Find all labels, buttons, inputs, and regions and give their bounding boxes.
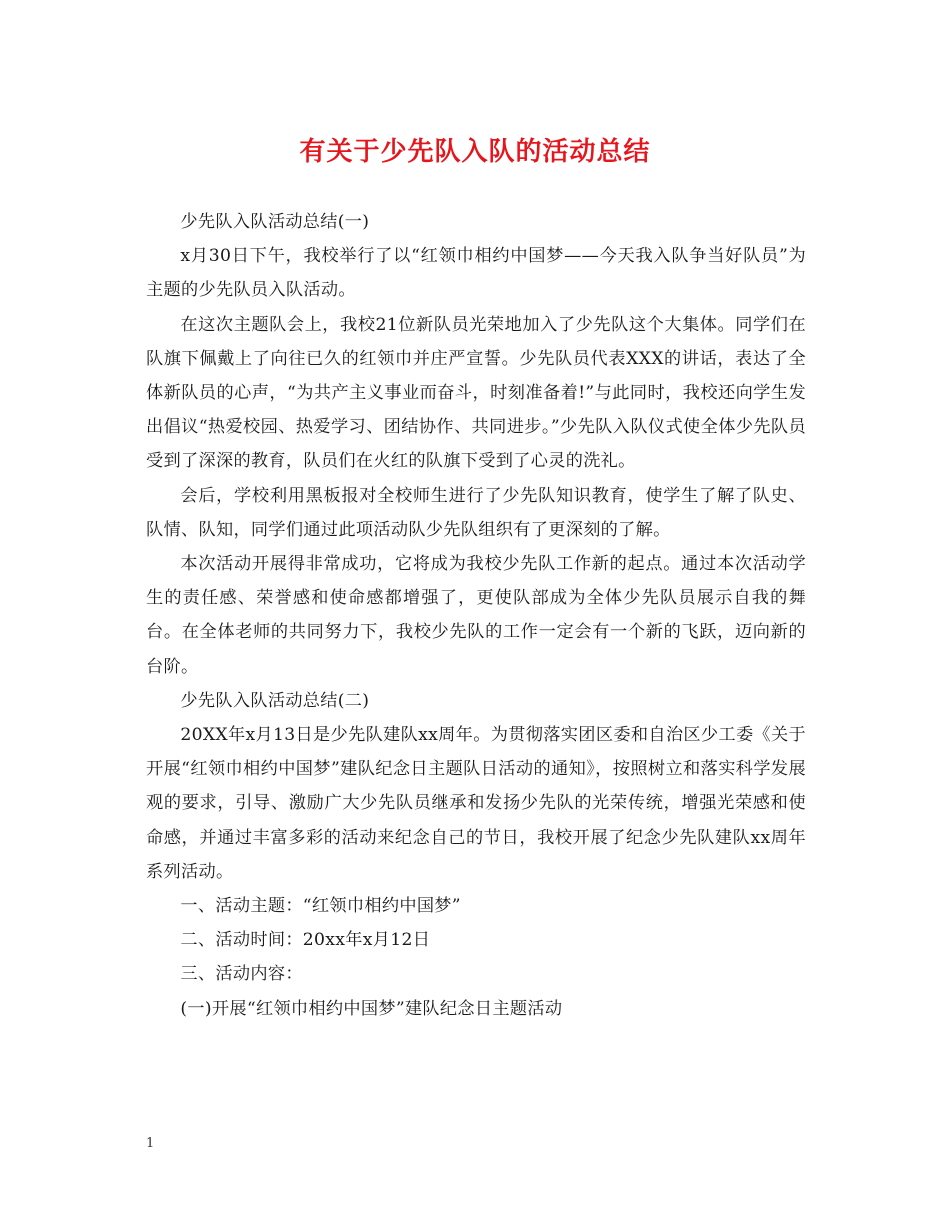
paragraph: 在这次主题队会上，我校21位新队员光荣地加入了少先队这个大集体。同学们在队旗下佩戴上了向往已久的红领巾并庄严宣誓。少先队员代表XXX的讲话，表达了全体新队员的心声，“为共产主义事业而奋斗，时刻准备着!”与此同时，我校还向学生发出倡议“热爱校园、热爱学习、团结协作、共同进步。”少先队入队仪式使全体少先队员受到了深深的教育，队员们在火红的队旗下受到了心灵的洗礼。 xyxy=(146,314,806,472)
paragraph: 会后，学校利用黑板报对全校师生进行了少先队知识教育，使学生了解了队史、队情、队知，同学们通过此项活动队少先队组织有了更深刻的了解。 xyxy=(146,485,806,540)
paragraph: x月30日下午，我校举行了以“红领巾相约中国梦——今天我入队争当好队员”为主题的少先队员入队活动。 xyxy=(146,246,806,301)
list-item: 二、活动时间：20xx年x月12日 xyxy=(180,930,431,951)
list-item: 三、活动内容： xyxy=(180,964,303,985)
list-item: (一)开展“红领巾相约中国梦”建队纪念日主题活动 xyxy=(180,998,563,1019)
page-number: 1 xyxy=(146,1136,155,1151)
section-heading-2: 少先队入队活动总结(二) xyxy=(180,690,370,711)
section-heading-1: 少先队入队活动总结(一) xyxy=(180,212,370,232)
document-title: 有关于少先队入队的活动总结 xyxy=(299,137,651,167)
paragraph: 本次活动开展得非常成功，它将成为我校少先队工作新的起点。通过本次活动学生的责任感、荣誉感和使命感都增强了，更使队部成为全体少先队员展示自我的舞台。在全体老师的共同努力下，我校少先队的工作一定会有一个新的飞跃，迈向新的台阶。 xyxy=(146,554,806,677)
list-item: 一、活动主题：“红领巾相约中国梦” xyxy=(180,896,461,917)
paragraph: 20XX年x月13日是少先队建队xx周年。为贯彻落实团区委和自治区少工委《关于开展“红领巾相约中国梦”建队纪念日主题队日活动的通知》，按照树立和落实科学发展观的要求，引导、激励广大少先队员继承和发扬少先队的光荣传统，增强光荣感和使命感，并通过丰富多彩的活动来纪念自己的节日，我校开展了纪念少先队建队xx周年系列活动。 xyxy=(146,725,806,882)
document-body xyxy=(146,205,806,1026)
